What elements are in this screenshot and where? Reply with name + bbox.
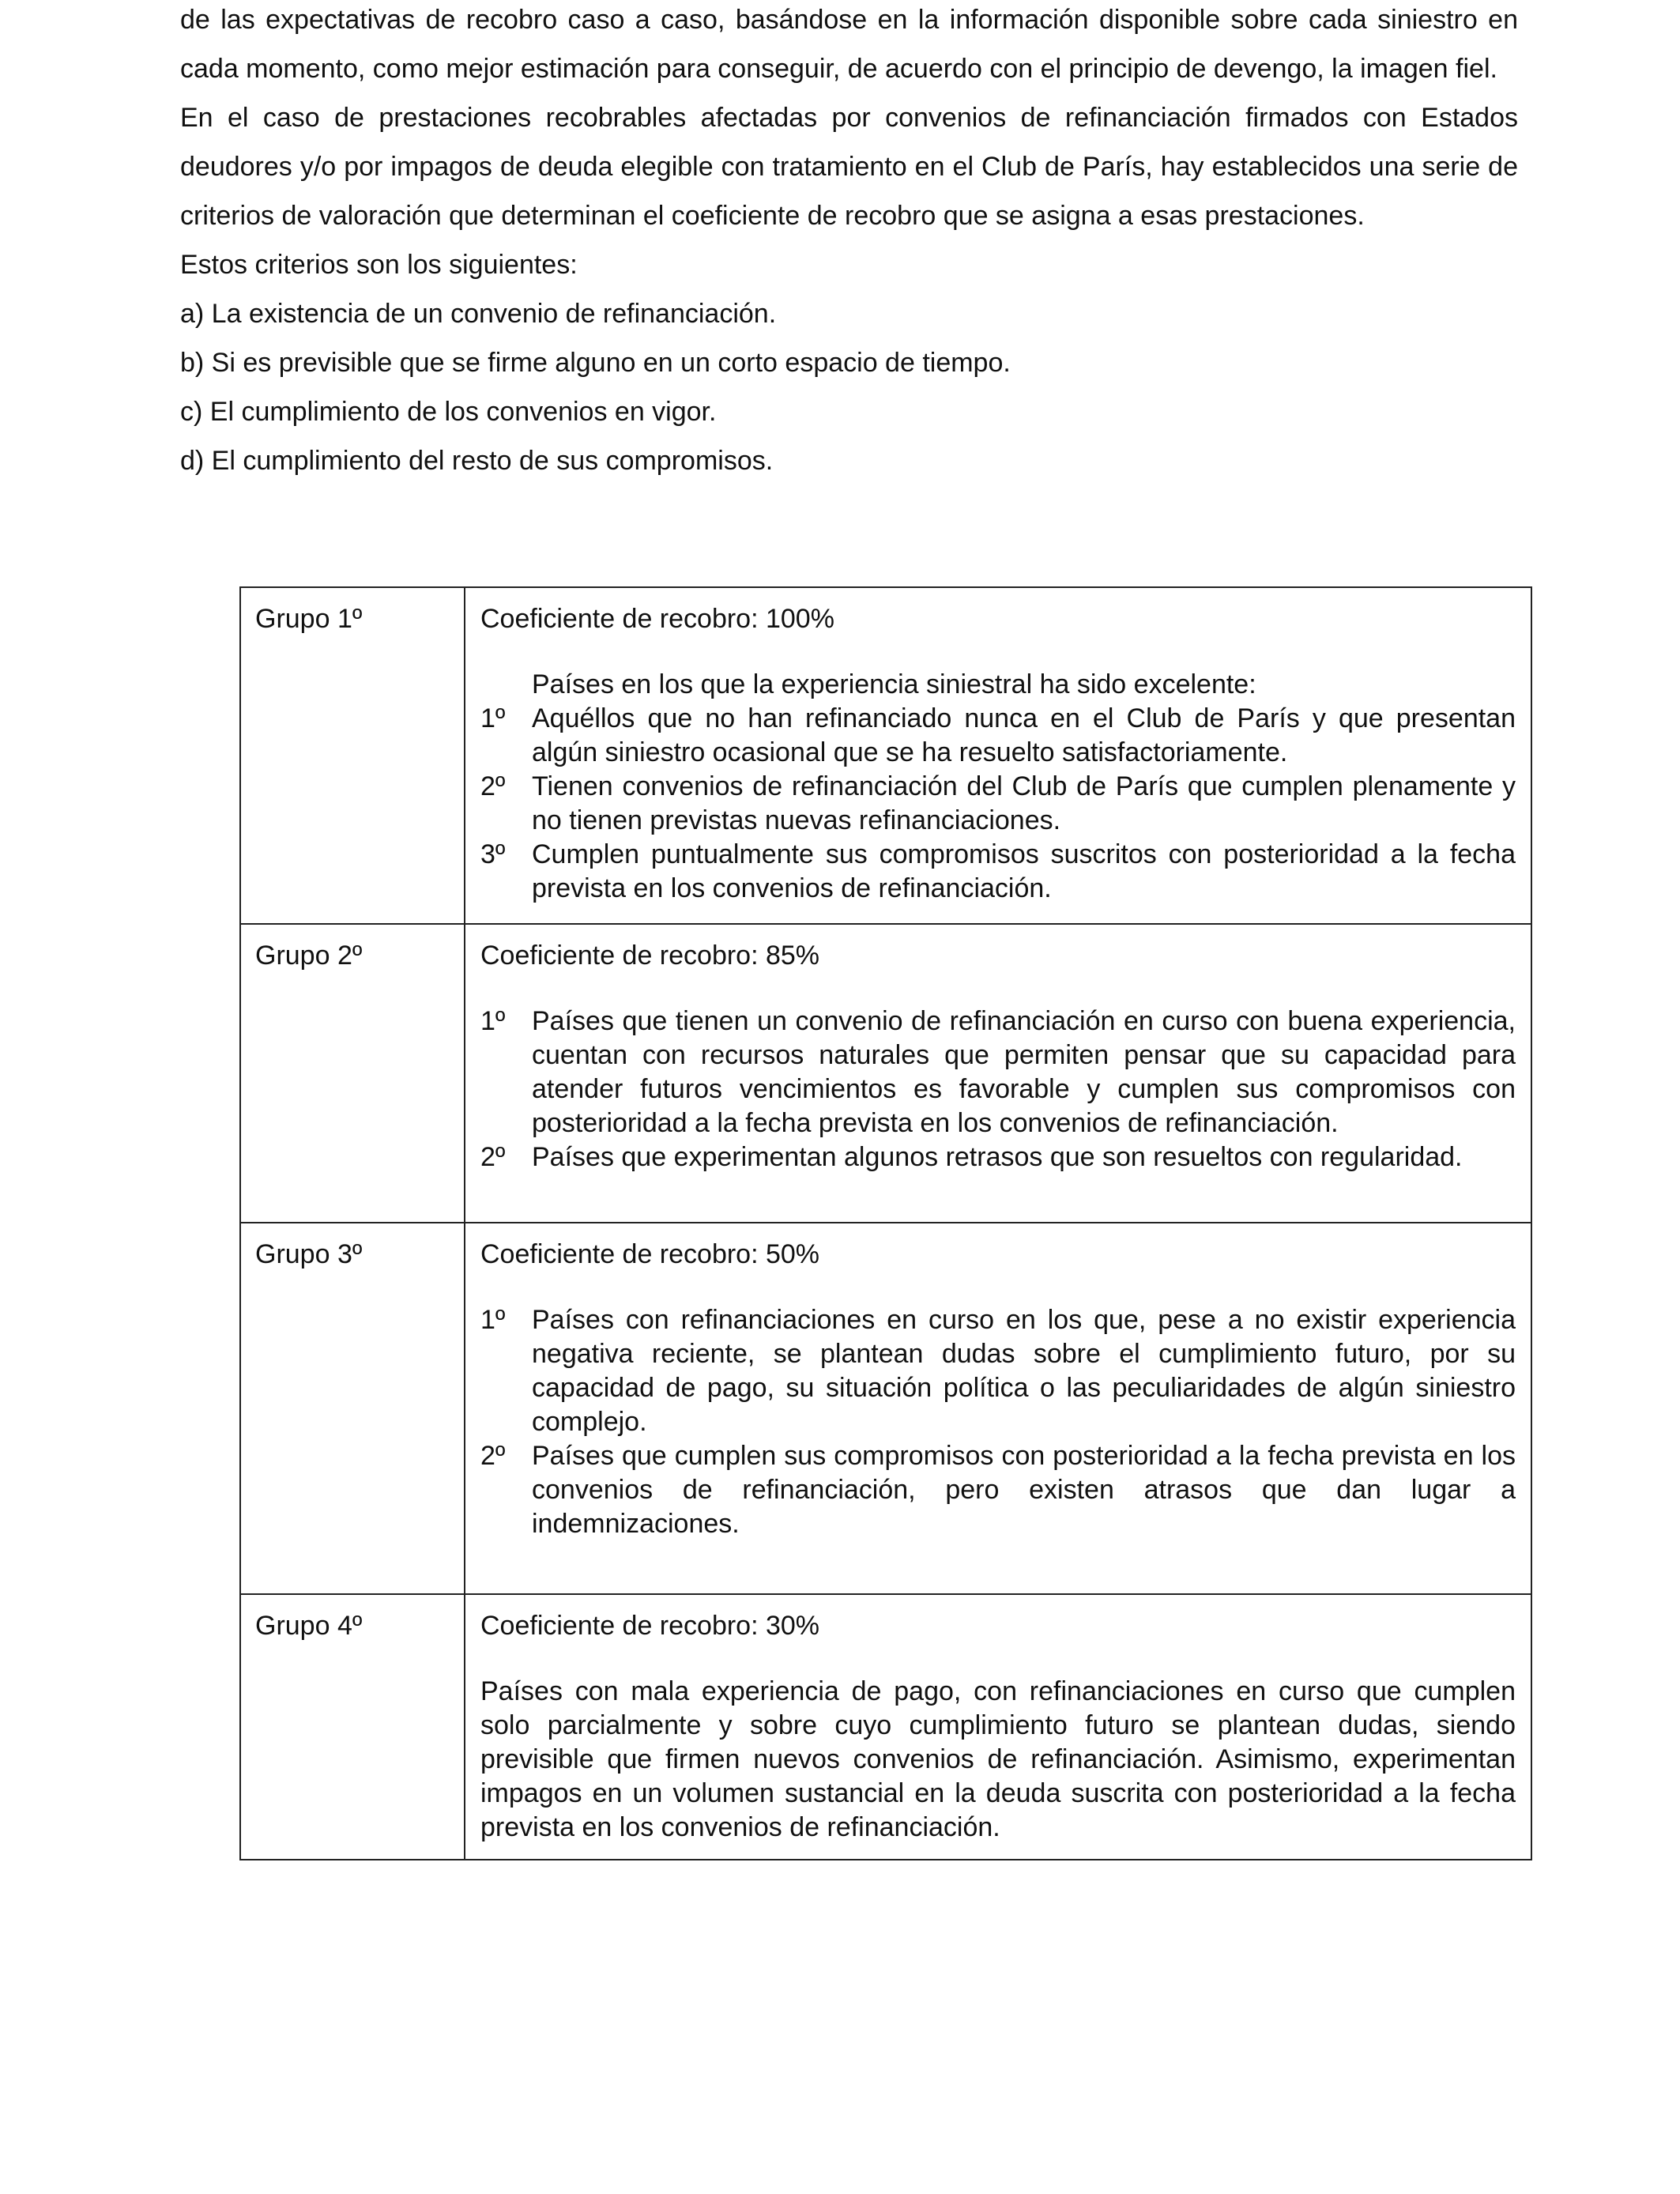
group-name: Grupo 3º bbox=[240, 1223, 465, 1594]
group-name: Grupo 4º bbox=[240, 1594, 465, 1860]
group-description: Países con mala experiencia de pago, con refinanciaciones en curso que cumplen solo parcialmente y sobre cuyo cumplimiento futuro se plantean dudas, siendo previsible que firmen nuevos convenios de refinanciación. Asimismo, experimentan impagos en un volumen sustancial en la deuda suscrita con posterioridad a la fecha prevista en los convenios de refinanciación. bbox=[480, 1676, 1516, 1842]
item-number: 3º bbox=[480, 839, 506, 869]
item-text: Aquéllos que no han refinanciado nunca en el Club de París y que presentan algún siniestro ocasional que se ha resuelto satisfactoriamente. bbox=[532, 703, 1516, 767]
group-name: Grupo 1º bbox=[240, 587, 465, 924]
body-paragraph: de las expectativas de recobro caso a caso, basándose en la información disponible sobre cada siniestro en cada momento, como mejor estimación para conseguir, de acuerdo con el principio de devengo, la imagen fiel. bbox=[180, 5, 1518, 84]
item-text: Países que experimentan algunos retrasos que son resueltos con regularidad. bbox=[532, 1142, 1463, 1172]
group-intro: Países en los que la experiencia siniestral ha sido excelente: bbox=[532, 669, 1256, 699]
criterion-item: c) El cumplimiento de los convenios en vigor. bbox=[180, 397, 717, 427]
recovery-coefficient: Coeficiente de recobro: 50% bbox=[480, 1239, 820, 1269]
list-item bbox=[480, 770, 1516, 838]
item-number: 1º bbox=[480, 1305, 506, 1335]
criterion-item: b) Si es previsible que se firme alguno en un corto espacio de tiempo. bbox=[180, 348, 1011, 378]
list-item bbox=[480, 1005, 1516, 1140]
item-number: 2º bbox=[480, 1441, 506, 1471]
body-paragraph: Estos criterios son los siguientes: bbox=[180, 250, 578, 280]
item-text: Países que cumplen sus compromisos con posterioridad a la fecha prevista en los convenios de refinanciación, pero existen atrasos que dan lugar a indemnizaciones. bbox=[532, 1441, 1516, 1539]
group-name: Grupo 2º bbox=[240, 924, 465, 1223]
group-details bbox=[465, 1223, 1531, 1594]
recovery-groups-table bbox=[239, 586, 1532, 1860]
list-item bbox=[480, 1303, 1516, 1439]
item-text: Tienen convenios de refinanciación del Club de París que cumplen plenamente y no tienen previstas nuevas refinanciaciones. bbox=[532, 771, 1516, 835]
list-item bbox=[480, 1439, 1516, 1541]
item-number: 1º bbox=[480, 703, 506, 733]
table-row bbox=[240, 1223, 1531, 1594]
recovery-coefficient: Coeficiente de recobro: 100% bbox=[480, 604, 834, 634]
item-number: 2º bbox=[480, 771, 506, 801]
list-item bbox=[480, 838, 1516, 906]
item-text: Cumplen puntualmente sus compromisos suscritos con posterioridad a la fecha prevista en los convenios de refinanciación. bbox=[532, 839, 1516, 903]
item-number: 2º bbox=[480, 1142, 506, 1172]
body-paragraph: En el caso de prestaciones recobrables afectadas por convenios de refinanciación firmados con Estados deudores y/o por impagos de deuda elegible con tratamiento en el Club de París, hay establecidos una serie de criterios de valoración que determinan el coeficiente de recobro que se asigna a esas prestaciones. bbox=[180, 103, 1518, 231]
table-row bbox=[240, 587, 1531, 924]
criterion-item: a) La existencia de un convenio de refinanciación. bbox=[180, 299, 777, 329]
group-details bbox=[465, 587, 1531, 924]
item-text: Países que tienen un convenio de refinanciación en curso con buena experiencia, cuentan con recursos naturales que permiten pensar que su capacidad para atender futuros vencimientos es favorable y cumplen sus compromisos con posterioridad a la fecha prevista en los convenios de refinanciación. bbox=[532, 1006, 1516, 1138]
table-row bbox=[240, 1594, 1531, 1860]
recovery-coefficient: Coeficiente de recobro: 85% bbox=[480, 941, 820, 971]
recovery-coefficient: Coeficiente de recobro: 30% bbox=[480, 1611, 820, 1641]
criterion-item: d) El cumplimiento del resto de sus compromisos. bbox=[180, 446, 774, 476]
list-item bbox=[480, 702, 1516, 770]
list-item bbox=[480, 1140, 1516, 1174]
item-number: 1º bbox=[480, 1006, 506, 1036]
group-details bbox=[465, 924, 1531, 1223]
document-page bbox=[180, 0, 1518, 485]
table-row bbox=[240, 924, 1531, 1223]
group-details bbox=[465, 1594, 1531, 1860]
item-text: Países con refinanciaciones en curso en los que, pese a no existir experiencia negativa reciente, se plantean dudas sobre el cumplimiento futuro, por su capacidad de pago, su situación política o las peculiaridades de algún siniestro complejo. bbox=[532, 1305, 1516, 1437]
